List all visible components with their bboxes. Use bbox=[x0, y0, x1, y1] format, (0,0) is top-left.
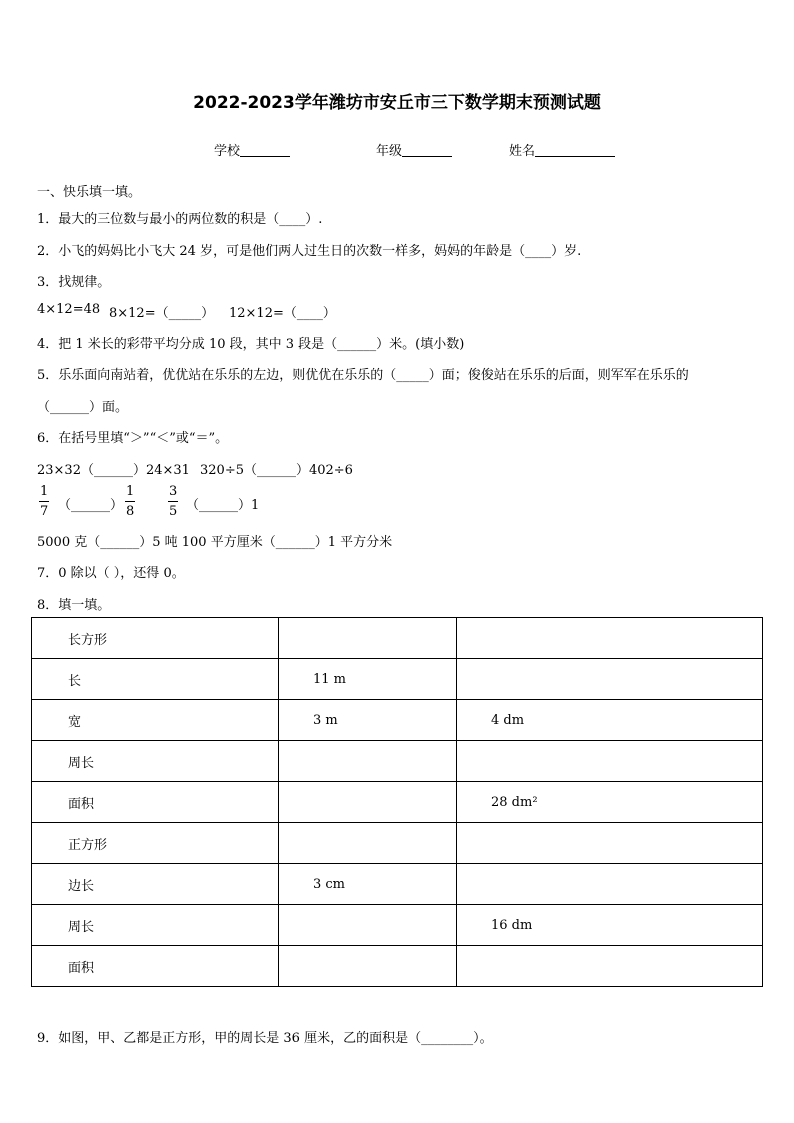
table-cell[interactable] bbox=[457, 741, 763, 782]
table-row-label: 宽 bbox=[32, 700, 279, 741]
section-heading: 一、快乐填一填。 bbox=[37, 185, 142, 200]
name-blank[interactable] bbox=[535, 142, 615, 157]
fill-in-table bbox=[31, 617, 763, 987]
q3-item-b: 8×12=（_____） bbox=[109, 306, 215, 321]
q6-compare-row-3: 5000 克（______）5 吨 100 平方厘米（______）1 平方分米 bbox=[37, 535, 393, 550]
grade-label: 年级 bbox=[376, 144, 403, 159]
grade-field bbox=[376, 140, 452, 159]
page-title: 2022-2023学年潍坊市安丘市三下数学期末预测试题 bbox=[193, 93, 601, 113]
table-row bbox=[32, 864, 763, 905]
table-row-label: 长 bbox=[32, 659, 279, 700]
table-row-label: 周长 bbox=[32, 905, 279, 946]
question-7: 7．0 除以（ ），还得 0。 bbox=[37, 566, 185, 581]
question-5-line-2: （______）面。 bbox=[37, 400, 129, 415]
question-4: 4．把 1 米长的彩带平均分成 10 段，其中 3 段是（______）米。(填小数) bbox=[37, 337, 465, 352]
table-cell[interactable] bbox=[279, 905, 457, 946]
table-cell[interactable]: 3 cm bbox=[279, 864, 457, 905]
table-row-label: 长方形 bbox=[32, 618, 279, 659]
table-row bbox=[32, 946, 763, 987]
table-cell[interactable] bbox=[279, 946, 457, 987]
table-cell[interactable] bbox=[457, 823, 763, 864]
q6-compare-1: 23×32（______）24×31 bbox=[37, 463, 190, 478]
fraction-3-5 bbox=[168, 485, 178, 518]
q6-compare-4: （______）1 bbox=[186, 498, 260, 513]
school-label: 学校 bbox=[214, 144, 241, 159]
table-cell[interactable] bbox=[457, 659, 763, 700]
table-cell[interactable] bbox=[457, 618, 763, 659]
table-cell[interactable] bbox=[279, 782, 457, 823]
fraction-numerator: 3 bbox=[168, 485, 178, 502]
name-field bbox=[509, 140, 615, 159]
table-row bbox=[32, 782, 763, 823]
table-cell[interactable]: 3 m bbox=[279, 700, 457, 741]
question-8: 8．填一填。 bbox=[37, 598, 111, 613]
question-3: 3．找规律。 bbox=[37, 275, 111, 290]
table-row bbox=[32, 618, 763, 659]
table-cell[interactable]: 16 dm bbox=[457, 905, 763, 946]
table-row-label: 正方形 bbox=[32, 823, 279, 864]
table-row-label: 边长 bbox=[32, 864, 279, 905]
question-1: 1．最大的三位数与最小的两位数的积是（____）. bbox=[37, 212, 323, 227]
q6-compare-3: （______） bbox=[58, 498, 124, 513]
table-row-label: 周长 bbox=[32, 741, 279, 782]
table-row bbox=[32, 823, 763, 864]
fraction-denominator: 7 bbox=[40, 504, 49, 519]
school-field bbox=[214, 140, 290, 159]
name-label: 姓名 bbox=[509, 144, 536, 159]
table-cell[interactable]: 28 dm² bbox=[457, 782, 763, 823]
q6-compare-2: 320÷5（______）402÷6 bbox=[200, 463, 353, 478]
table-row bbox=[32, 659, 763, 700]
table-row-label: 面积 bbox=[32, 946, 279, 987]
table-cell[interactable]: 4 dm bbox=[457, 700, 763, 741]
school-blank[interactable] bbox=[240, 142, 290, 157]
table-cell[interactable] bbox=[279, 618, 457, 659]
question-9: 9．如图，甲、乙都是正方形，甲的周长是 36 厘米，乙的面积是（________）。 bbox=[37, 1031, 493, 1046]
fraction-denominator: 5 bbox=[169, 504, 178, 519]
fraction-1-8 bbox=[125, 485, 135, 518]
table-cell[interactable] bbox=[457, 946, 763, 987]
fraction-numerator: 1 bbox=[125, 485, 135, 502]
table-cell[interactable] bbox=[279, 741, 457, 782]
fraction-denominator: 8 bbox=[126, 504, 135, 519]
table-row bbox=[32, 700, 763, 741]
question-2: 2．小飞的妈妈比小飞大 24 岁，可是他们两人过生日的次数一样多，妈妈的年龄是（____）岁. bbox=[37, 244, 582, 259]
fraction-1-7 bbox=[39, 485, 49, 518]
fraction-numerator: 1 bbox=[39, 485, 49, 502]
table-cell[interactable] bbox=[279, 823, 457, 864]
table-row bbox=[32, 905, 763, 946]
grade-blank[interactable] bbox=[402, 142, 452, 157]
question-5-line-1: 5．乐乐面向南站着，优优站在乐乐的左边，则优优在乐乐的（_____）面；俊俊站在乐乐的后面，则军军在乐乐的 bbox=[37, 368, 689, 383]
table-row-label: 面积 bbox=[32, 782, 279, 823]
q3-item-c: 12×12=（____） bbox=[229, 306, 336, 321]
table-cell[interactable] bbox=[457, 864, 763, 905]
q3-item-a: 4×12=48 bbox=[37, 302, 101, 317]
table-cell[interactable]: 11 m bbox=[279, 659, 457, 700]
table-row bbox=[32, 741, 763, 782]
question-6: 6．在括号里填“＞”“＜”或“＝”。 bbox=[37, 431, 229, 446]
